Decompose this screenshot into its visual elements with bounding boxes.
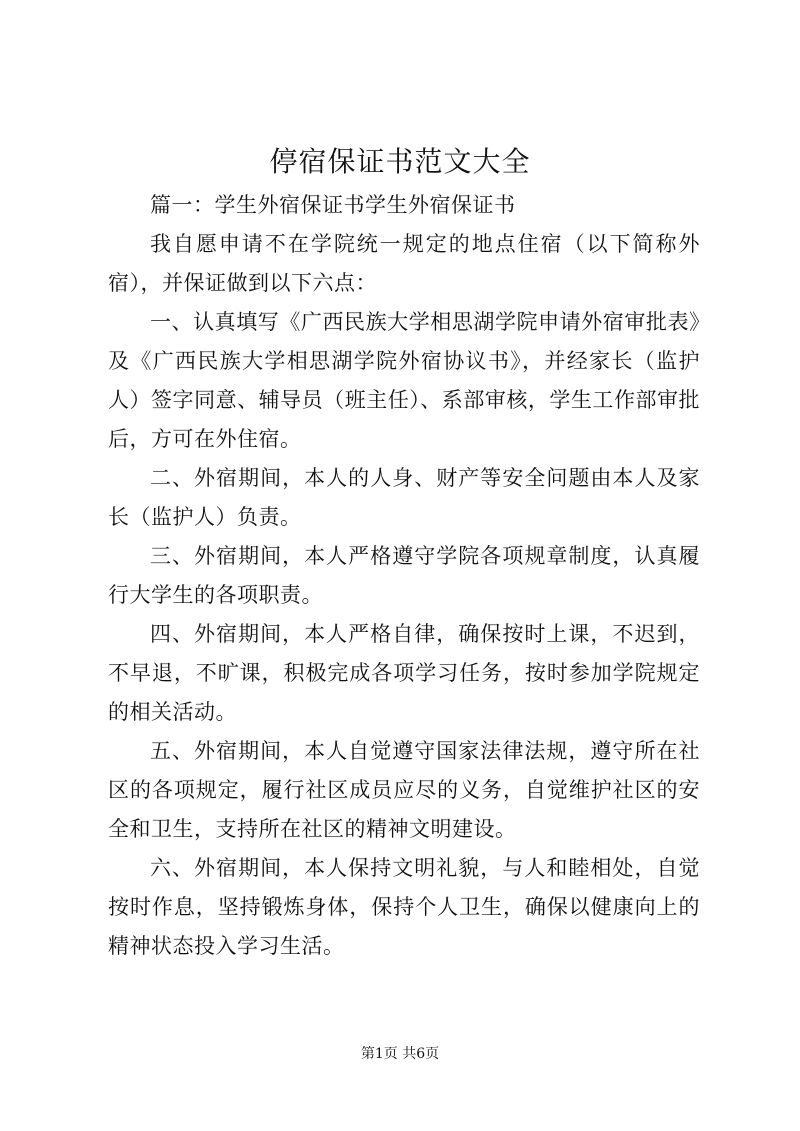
paragraph-item-1: 一、认真填写《广西民族大学相思湖学院申请外宿审批表》及《广西民族大学相思湖学院外宿协议书》，并经家长（监护人）签字同意、辅导员（班主任）、系部审核，学生工作部审批后，方可在外住宿。 (108, 310, 700, 451)
paragraph-item-2: 二、外宿期间，本人的人身、财产等安全问题由本人及家长（监护人）负责。 (108, 466, 700, 529)
paragraph-item-3: 三、外宿期间，本人严格遵守学院各项规章制度，认真履行大学生的各项职责。 (108, 544, 700, 607)
document-title: 停宿保证书范文大全 (269, 145, 531, 178)
paragraph-item-5: 五、外宿期间，本人自觉遵守国家法律法规，遵守所在社区的各项规定，履行社区成员应尽的义务，自觉维护社区的安全和卫生，支持所在社区的精神文明建设。 (108, 739, 700, 841)
page-number-footer: 第1页 共6页 (360, 1046, 440, 1062)
paragraph-heading: 篇一：学生外宿保证书学生外宿保证书 (150, 193, 516, 217)
paragraph-item-4: 四、外宿期间，本人严格自律，确保按时上课，不迟到，不早退，不旷课，积极完成各项学习任务，按时参加学院规定的相关活动。 (108, 622, 700, 724)
paragraph-intro: 我自愿申请不在学院统一规定的地点住宿（以下简称外宿），并保证做到以下六点： (108, 232, 700, 295)
paragraph-item-6: 六、外宿期间，本人保持文明礼貌，与人和睦相处，自觉按时作息，坚持锻炼身体，保持个人卫生，确保以健康向上的精神状态投入学习生活。 (108, 856, 700, 958)
document-body (108, 186, 700, 966)
